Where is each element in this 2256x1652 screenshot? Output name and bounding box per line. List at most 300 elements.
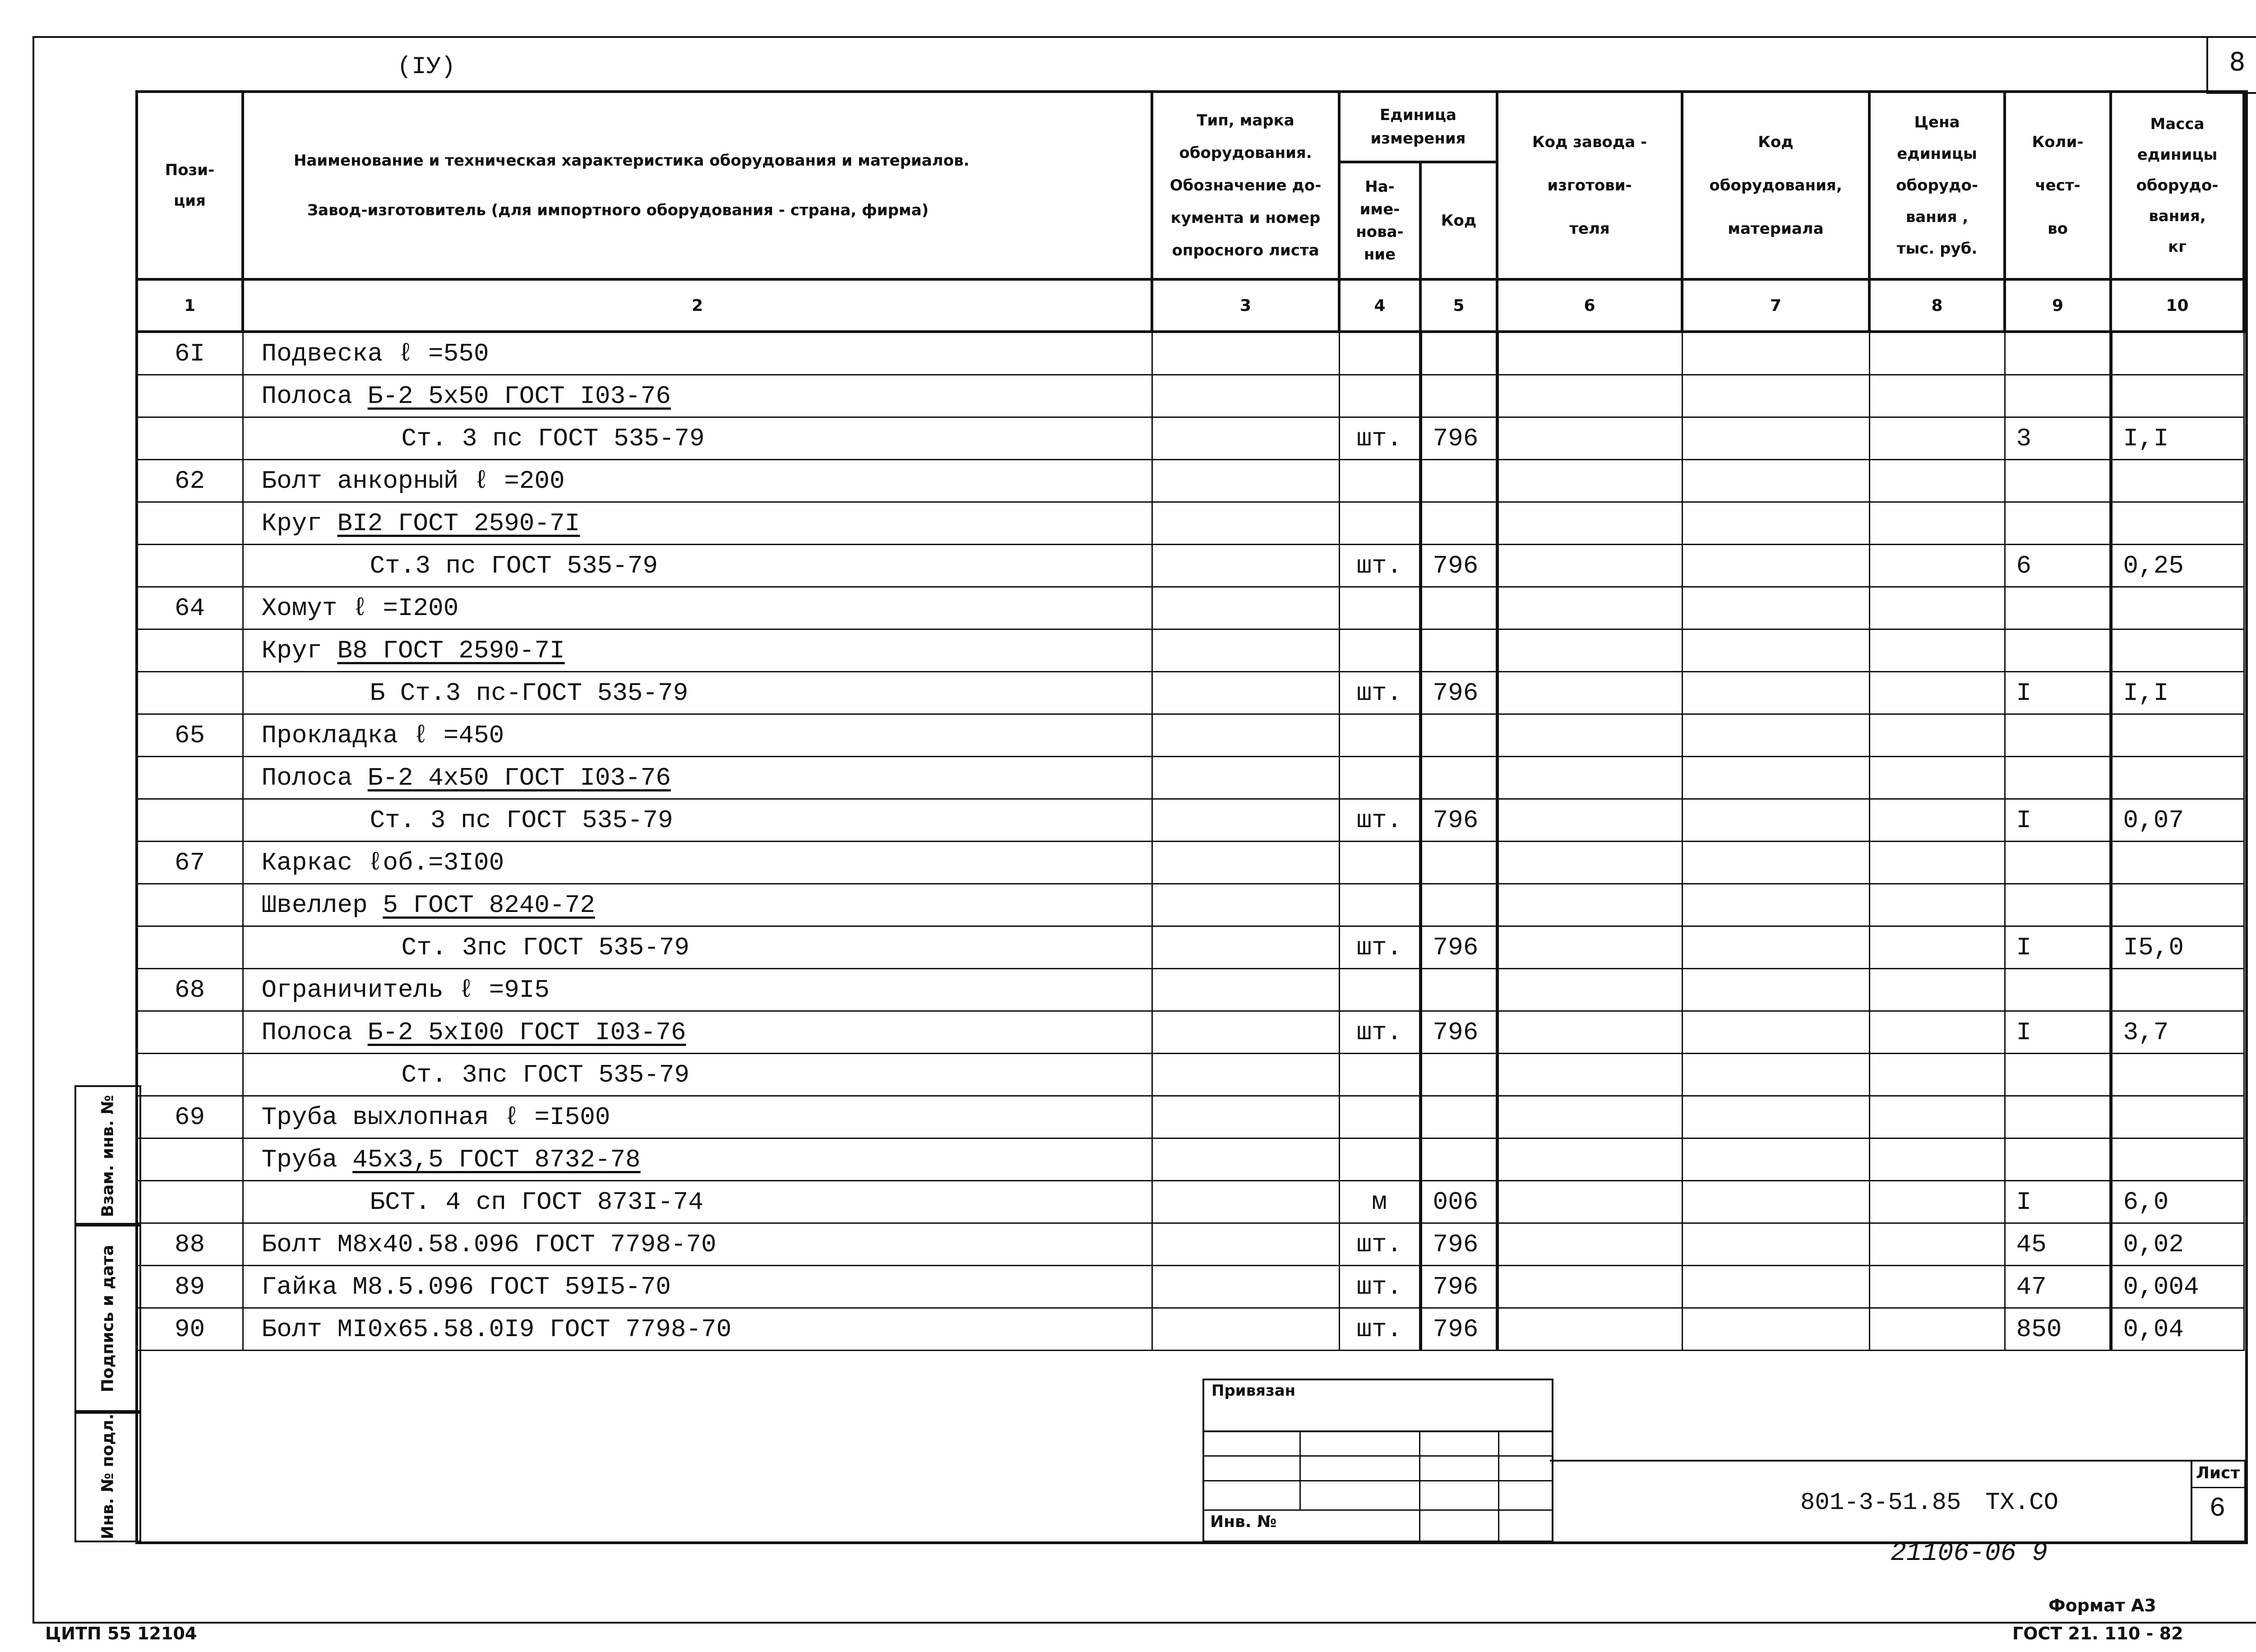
cell-equipment-code	[1682, 1138, 1869, 1181]
specification-table	[135, 90, 2245, 1351]
side-box-vzam	[74, 1085, 141, 1226]
item-length: ℓ =I500	[504, 1102, 610, 1132]
doc-type: ТХ.СО	[1985, 1489, 2059, 1517]
privyazan-label: Привязан	[1211, 1382, 1296, 1400]
item-name: Ст. 3пс ГОСТ 535-79	[401, 933, 690, 962]
cell-position: 68	[137, 969, 243, 1011]
cell-quantity	[2005, 502, 2111, 545]
cell-price	[1869, 1138, 2005, 1181]
cell-quantity: I	[2005, 1011, 2111, 1054]
cell-type	[1152, 799, 1339, 842]
cell-type	[1152, 587, 1339, 629]
cell-mass: 0,07	[2111, 799, 2244, 842]
list-box-divider	[2191, 1487, 2244, 1488]
cell-type	[1152, 1011, 1339, 1054]
cell-mass	[2111, 714, 2244, 757]
cell-type	[1152, 1138, 1339, 1181]
cell-position: 6I	[137, 332, 243, 375]
cell-unit-name: шт.	[1339, 926, 1420, 969]
title-block-line	[1550, 1460, 2245, 1462]
cell-name	[243, 799, 1152, 842]
item-length: ℓ =200	[473, 466, 565, 495]
cell-plant-code	[1497, 672, 1682, 714]
cell-price	[1869, 1096, 2005, 1138]
cell-quantity: 6	[2005, 545, 2111, 587]
cell-equipment-code	[1682, 842, 1869, 884]
cell-equipment-code	[1682, 799, 1869, 842]
cell-quantity	[2005, 587, 2111, 629]
cell-equipment-code	[1682, 502, 1869, 545]
cell-plant-code	[1497, 460, 1682, 502]
cell-quantity	[2005, 460, 2111, 502]
item-spec: 5 ГОСТ 8240-72	[383, 890, 595, 920]
cell-plant-code	[1497, 884, 1682, 926]
cell-price	[1869, 629, 2005, 672]
cell-type	[1152, 1308, 1339, 1351]
cell-price	[1869, 332, 2005, 375]
table-row	[137, 757, 2244, 799]
cell-plant-code	[1497, 332, 1682, 375]
cell-unit-code: 796	[1420, 1266, 1497, 1308]
cell-mass	[2111, 375, 2244, 417]
item-length: ℓ =450	[413, 721, 504, 750]
table-row	[137, 714, 2244, 757]
top-sheet-number: 8	[2229, 47, 2246, 77]
cell-type	[1152, 884, 1339, 926]
header-equipment-code: Код оборудования, материала	[1682, 92, 1869, 279]
cell-unit-code: 796	[1420, 799, 1497, 842]
cell-name	[243, 587, 1152, 629]
cell-plant-code	[1497, 629, 1682, 672]
header-price: Цена единицы оборудо- вания , тыс. руб.	[1869, 92, 2005, 279]
cell-unit-code	[1420, 714, 1497, 757]
cell-position: 88	[137, 1223, 243, 1266]
cell-unit-name: шт.	[1339, 1308, 1420, 1351]
cell-type	[1152, 332, 1339, 375]
cell-mass	[2111, 969, 2244, 1011]
cell-name	[243, 714, 1152, 757]
cell-position: 69	[137, 1096, 243, 1138]
header-quantity: Коли- чест- во	[2005, 92, 2111, 279]
cell-unit-code: 796	[1420, 926, 1497, 969]
item-spec: B8 ГОСТ 2590-7I	[337, 636, 565, 665]
cell-plant-code	[1497, 1266, 1682, 1308]
cell-unit-code: 796	[1420, 1011, 1497, 1054]
item-name: Гайка М8.5.096 ГОСТ 59I5-70	[261, 1272, 671, 1301]
table-row	[137, 842, 2244, 884]
colnum-9: 9	[2005, 279, 2111, 332]
cell-quantity	[2005, 332, 2111, 375]
cell-name	[243, 1054, 1152, 1096]
cell-unit-name: шт.	[1339, 672, 1420, 714]
header-plant-code: Код завода - изготови- теля	[1497, 92, 1682, 279]
cell-quantity	[2005, 884, 2111, 926]
cell-unit-code	[1420, 502, 1497, 545]
privyazan-vline-1	[1299, 1430, 1301, 1509]
item-name: Полоса	[261, 381, 353, 411]
cell-name	[243, 1011, 1152, 1054]
cell-name	[243, 884, 1152, 926]
cell-unit-code	[1420, 460, 1497, 502]
cell-name	[243, 417, 1152, 460]
cell-price	[1869, 587, 2005, 629]
cell-name	[243, 502, 1152, 545]
cell-quantity: 3	[2005, 417, 2111, 460]
cell-unit-name	[1339, 1054, 1420, 1096]
cell-mass	[2111, 757, 2244, 799]
item-name: Ограничитель	[261, 975, 444, 1004]
cell-mass: 3,7	[2111, 1011, 2244, 1054]
cell-type	[1152, 375, 1339, 417]
cell-quantity	[2005, 969, 2111, 1011]
cell-mass	[2111, 332, 2244, 375]
privyazan-vline-3	[1498, 1430, 1499, 1541]
table-row	[137, 672, 2244, 714]
footer-left: ЦИТП 55 12104	[45, 1624, 197, 1643]
item-spec: 45х3,5 ГОСТ 8732-78	[352, 1145, 641, 1174]
cell-name	[243, 629, 1152, 672]
table-body	[137, 332, 2244, 1351]
cell-position: 67	[137, 842, 243, 884]
list-label: Лист	[2196, 1464, 2240, 1482]
cell-type	[1152, 926, 1339, 969]
cell-position: 62	[137, 460, 243, 502]
cell-price	[1869, 969, 2005, 1011]
cell-quantity	[2005, 375, 2111, 417]
item-spec: Б-2 4х50 ГОСТ I03-76	[367, 763, 671, 792]
side-label-podpis: Подпись и дата	[98, 1245, 117, 1392]
cell-mass: I,I	[2111, 672, 2244, 714]
cell-unit-name	[1339, 1138, 1420, 1181]
cell-quantity: I	[2005, 672, 2111, 714]
cell-unit-code	[1420, 1138, 1497, 1181]
cell-plant-code	[1497, 757, 1682, 799]
cell-plant-code	[1497, 1223, 1682, 1266]
colnum-1: 1	[137, 279, 243, 332]
item-name: Полоса	[261, 1018, 353, 1047]
cell-name	[243, 1223, 1152, 1266]
cell-type	[1152, 502, 1339, 545]
cell-equipment-code	[1682, 375, 1869, 417]
table-row	[137, 1308, 2244, 1351]
item-name: Ст. 3 пс ГОСТ 535-79	[370, 805, 673, 835]
table-row	[137, 1011, 2244, 1054]
cell-position	[137, 884, 243, 926]
cell-plant-code	[1497, 1181, 1682, 1223]
table-row	[137, 417, 2244, 460]
cell-type	[1152, 714, 1339, 757]
cell-name	[243, 842, 1152, 884]
cell-mass	[2111, 460, 2244, 502]
item-spec: Б-2 5хI00 ГОСТ I03-76	[367, 1018, 686, 1047]
cell-position: 65	[137, 714, 243, 757]
cell-plant-code	[1497, 1308, 1682, 1351]
cell-price	[1869, 926, 2005, 969]
cell-price	[1869, 884, 2005, 926]
footer-gost: ГОСТ 21. 110 - 82	[2012, 1624, 2183, 1643]
cell-quantity	[2005, 1138, 2111, 1181]
cell-name	[243, 1308, 1152, 1351]
side-box-podpis	[74, 1223, 141, 1414]
cell-position	[137, 757, 243, 799]
cell-price	[1869, 1181, 2005, 1223]
cell-name	[243, 332, 1152, 375]
table-row	[137, 587, 2244, 629]
cell-unit-code: 796	[1420, 1308, 1497, 1351]
cell-name	[243, 1138, 1152, 1181]
item-length: ℓ =9I5	[458, 975, 550, 1004]
cell-type	[1152, 629, 1339, 672]
cell-type	[1152, 1096, 1339, 1138]
cell-equipment-code	[1682, 1096, 1869, 1138]
item-name: Подвеска	[261, 339, 383, 368]
cell-equipment-code	[1682, 1181, 1869, 1223]
cell-quantity: I	[2005, 799, 2111, 842]
table-row	[137, 799, 2244, 842]
cell-quantity	[2005, 629, 2111, 672]
cell-unit-name	[1339, 460, 1420, 502]
item-name: Полоса	[261, 763, 353, 792]
cell-price	[1869, 1308, 2005, 1351]
cell-unit-name: шт.	[1339, 799, 1420, 842]
cell-type	[1152, 969, 1339, 1011]
item-name: Ст. 3пс ГОСТ 535-79	[401, 1060, 690, 1089]
cell-position	[137, 502, 243, 545]
cell-position	[137, 375, 243, 417]
colnum-5: 5	[1420, 279, 1497, 332]
table-row	[137, 460, 2244, 502]
cell-name	[243, 1096, 1152, 1138]
cell-equipment-code	[1682, 1266, 1869, 1308]
item-length: ℓоб.=3I00	[367, 848, 504, 877]
cell-unit-name	[1339, 587, 1420, 629]
cell-name	[243, 672, 1152, 714]
cell-unit-name	[1339, 884, 1420, 926]
cell-equipment-code	[1682, 1011, 1869, 1054]
cell-position	[137, 629, 243, 672]
cell-position	[137, 926, 243, 969]
doc-code: 801-3-51.85	[1800, 1489, 1961, 1517]
cell-type	[1152, 842, 1339, 884]
cell-unit-code	[1420, 884, 1497, 926]
cell-position	[137, 1181, 243, 1223]
item-name: Болт М8х40.58.096 ГОСТ 7798-70	[261, 1230, 717, 1259]
cell-unit-name: шт.	[1339, 1223, 1420, 1266]
cell-mass	[2111, 1138, 2244, 1181]
table-row	[137, 545, 2244, 587]
cell-price	[1869, 799, 2005, 842]
cell-equipment-code	[1682, 1054, 1869, 1096]
archive-number: 21106-06 9	[1891, 1539, 2048, 1568]
cell-type	[1152, 1054, 1339, 1096]
table-row	[137, 1096, 2244, 1138]
colnum-6: 6	[1497, 279, 1682, 332]
cell-mass: I5,0	[2111, 926, 2244, 969]
item-name: Болт МI0х65.58.0I9 ГОСТ 7798-70	[261, 1314, 732, 1344]
cell-name	[243, 1181, 1152, 1223]
cell-equipment-code	[1682, 629, 1869, 672]
cell-name	[243, 969, 1152, 1011]
cell-unit-code: 796	[1420, 545, 1497, 587]
cell-equipment-code	[1682, 332, 1869, 375]
cell-name	[243, 926, 1152, 969]
cell-mass: 0,004	[2111, 1266, 2244, 1308]
header-position: Пози- ция	[137, 92, 243, 279]
colnum-7: 7	[1682, 279, 1869, 332]
cell-plant-code	[1497, 1096, 1682, 1138]
cell-type	[1152, 1181, 1339, 1223]
cell-unit-code	[1420, 842, 1497, 884]
cell-unit-code: 796	[1420, 672, 1497, 714]
table-row	[137, 1138, 2244, 1181]
cell-plant-code	[1497, 714, 1682, 757]
cell-position	[137, 672, 243, 714]
colnum-4: 4	[1339, 279, 1420, 332]
cell-price	[1869, 1011, 2005, 1054]
cell-type	[1152, 1223, 1339, 1266]
cell-name	[243, 757, 1152, 799]
item-name: Б Ст.3 пс-ГОСТ 535-79	[370, 678, 689, 708]
cell-unit-code	[1420, 757, 1497, 799]
table-row	[137, 884, 2244, 926]
cell-price	[1869, 375, 2005, 417]
table-row	[137, 629, 2244, 672]
cell-unit-code: 796	[1420, 417, 1497, 460]
cell-unit-code: 006	[1420, 1181, 1497, 1223]
cell-mass: 0,25	[2111, 545, 2244, 587]
colnum-10: 10	[2111, 279, 2244, 332]
cell-mass	[2111, 587, 2244, 629]
cell-position	[137, 1054, 243, 1096]
cell-quantity	[2005, 1054, 2111, 1096]
cell-plant-code	[1497, 842, 1682, 884]
table-row	[137, 1054, 2244, 1096]
item-name: Болт анкорный	[261, 466, 459, 495]
colnum-8: 8	[1869, 279, 2005, 332]
cell-position	[137, 799, 243, 842]
cell-quantity	[2005, 842, 2111, 884]
cell-equipment-code	[1682, 417, 1869, 460]
item-spec: Б-2 5х50 ГОСТ I03-76	[367, 381, 671, 411]
cell-price	[1869, 842, 2005, 884]
table-row	[137, 1223, 2244, 1266]
item-name: Ст. 3 пс ГОСТ 535-79	[401, 424, 705, 453]
item-name: БСТ. 4 сп ГОСТ 873I-74	[370, 1187, 703, 1217]
cell-plant-code	[1497, 1138, 1682, 1181]
side-label-inv-podl: Инв. № подл.	[98, 1413, 117, 1539]
cell-type	[1152, 757, 1339, 799]
cell-type	[1152, 460, 1339, 502]
cell-mass	[2111, 1054, 2244, 1096]
cell-position	[137, 1138, 243, 1181]
cell-price	[1869, 417, 2005, 460]
cell-price	[1869, 502, 2005, 545]
cell-unit-code	[1420, 332, 1497, 375]
cell-mass	[2111, 629, 2244, 672]
cell-equipment-code	[1682, 714, 1869, 757]
cell-unit-code	[1420, 1096, 1497, 1138]
cell-name	[243, 460, 1152, 502]
cell-unit-name: м	[1339, 1181, 1420, 1223]
cell-plant-code	[1497, 926, 1682, 969]
cell-plant-code	[1497, 1011, 1682, 1054]
cell-type	[1152, 545, 1339, 587]
cell-unit-code: 796	[1420, 1223, 1497, 1266]
cell-name	[243, 375, 1152, 417]
cell-price	[1869, 672, 2005, 714]
cell-mass: 0,02	[2111, 1223, 2244, 1266]
table-row	[137, 1181, 2244, 1223]
header-unit-code: Код	[1420, 162, 1497, 279]
cell-position	[137, 545, 243, 587]
cell-equipment-code	[1682, 1223, 1869, 1266]
cell-plant-code	[1497, 969, 1682, 1011]
item-name: Ст.3 пс ГОСТ 535-79	[370, 551, 658, 580]
cell-quantity: I	[2005, 926, 2111, 969]
cell-unit-name	[1339, 1096, 1420, 1138]
cell-unit-name	[1339, 969, 1420, 1011]
table-row	[137, 1266, 2244, 1308]
cell-equipment-code	[1682, 926, 1869, 969]
cell-price	[1869, 1223, 2005, 1266]
table-row	[137, 332, 2244, 375]
item-name: Швеллер	[261, 890, 368, 920]
header-unit-name: На- име- нова- ние	[1339, 162, 1420, 279]
cell-unit-name	[1339, 502, 1420, 545]
table-row	[137, 969, 2244, 1011]
item-length: ℓ =550	[398, 339, 489, 368]
cell-unit-name	[1339, 332, 1420, 375]
cell-quantity	[2005, 757, 2111, 799]
table-row	[137, 502, 2244, 545]
cell-unit-code	[1420, 969, 1497, 1011]
item-name: Круг	[261, 509, 322, 538]
cell-price	[1869, 545, 2005, 587]
cell-price	[1869, 757, 2005, 799]
cell-equipment-code	[1682, 884, 1869, 926]
cell-plant-code	[1497, 587, 1682, 629]
cell-unit-name: шт.	[1339, 1011, 1420, 1054]
header-name: Наименование и техническая характеристика оборудования и материалов. Завод-изготовитель (для импортного оборудования - страна, фирма)	[243, 92, 1152, 279]
cell-price	[1869, 460, 2005, 502]
privyazan-vline-2	[1419, 1430, 1420, 1541]
colnum-3: 3	[1152, 279, 1339, 332]
cell-mass: 6,0	[2111, 1181, 2244, 1223]
cell-name	[243, 1266, 1152, 1308]
cell-unit-name	[1339, 714, 1420, 757]
cell-position: 90	[137, 1308, 243, 1351]
side-label-vzam: Взам. инв. №	[98, 1095, 117, 1217]
item-name: Прокладка	[261, 721, 398, 750]
cell-quantity	[2005, 1096, 2111, 1138]
cell-plant-code	[1497, 502, 1682, 545]
table-row	[137, 926, 2244, 969]
header-type: Тип, марка оборудования. Обозначение до- кумента и номер опросного листа	[1152, 92, 1339, 279]
side-box-inv-podl	[74, 1410, 141, 1542]
colnum-2: 2	[243, 279, 1152, 332]
table-row	[137, 375, 2244, 417]
cell-quantity: 47	[2005, 1266, 2111, 1308]
list-number: 6	[2209, 1494, 2226, 1524]
item-name: Каркас	[261, 848, 353, 877]
cell-unit-code	[1420, 1054, 1497, 1096]
cell-unit-name: шт.	[1339, 1266, 1420, 1308]
cell-mass	[2111, 502, 2244, 545]
cell-plant-code	[1497, 375, 1682, 417]
cell-equipment-code	[1682, 1308, 1869, 1351]
cell-unit-name: шт.	[1339, 417, 1420, 460]
cell-price	[1869, 1266, 2005, 1308]
